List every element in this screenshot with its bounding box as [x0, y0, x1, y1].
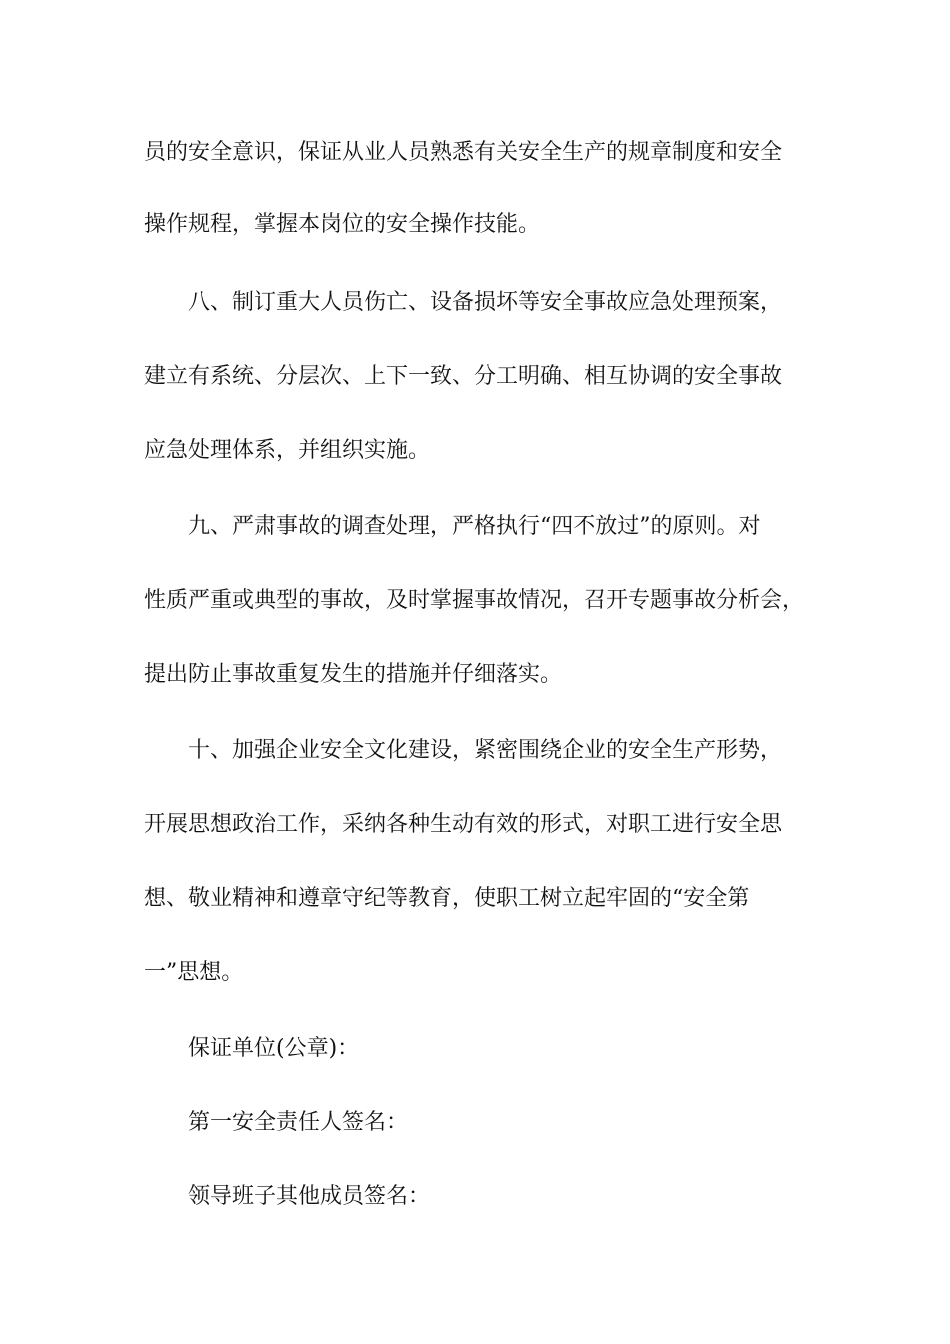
- text-line-2: 操作规程，掌握本岗位的安全操作技能。: [144, 212, 541, 237]
- signature-unit-label: 保证单位(公章)：: [188, 1036, 360, 1061]
- paragraph-8-start: 八、制订重大人员伤亡、设备损坏等安全事故应急处理预案，: [188, 290, 783, 315]
- text-line-5: 应急处理体系，并组织实施。: [144, 438, 431, 463]
- text-line-8: 提出防止事故重复发生的措施并仔细落实。: [144, 662, 563, 687]
- text-line-10: 开展思想政治工作，采纳各种生动有效的形式，对职工进行安全思: [144, 812, 783, 837]
- text-line-11: 想、敬业精神和遵章守纪等教育，使职工树立起牢固的“安全第: [144, 886, 750, 911]
- paragraph-9-start: 九、严肃事故的调查处理，严格执行“四不放过”的原则。对: [188, 514, 761, 539]
- text-line-1: 员的安全意识，保证从业人员熟悉有关安全生产的规章制度和安全: [144, 140, 783, 165]
- text-line-4: 建立有系统、分层次、上下一致、分工明确、相互协调的安全事故: [144, 364, 783, 389]
- paragraph-10-start: 十、加强企业安全文化建设，紧密围绕企业的安全生产形势，: [188, 738, 783, 763]
- text-line-7: 性质严重或典型的事故，及时掌握事故情况，召开专题事故分析会，: [144, 588, 805, 613]
- signature-first-responsible-label: 第一安全责任人签名：: [188, 1110, 409, 1135]
- text-line-12: 一”思想。: [144, 960, 244, 985]
- signature-other-leaders-label: 领导班子其他成员签名：: [188, 1184, 431, 1209]
